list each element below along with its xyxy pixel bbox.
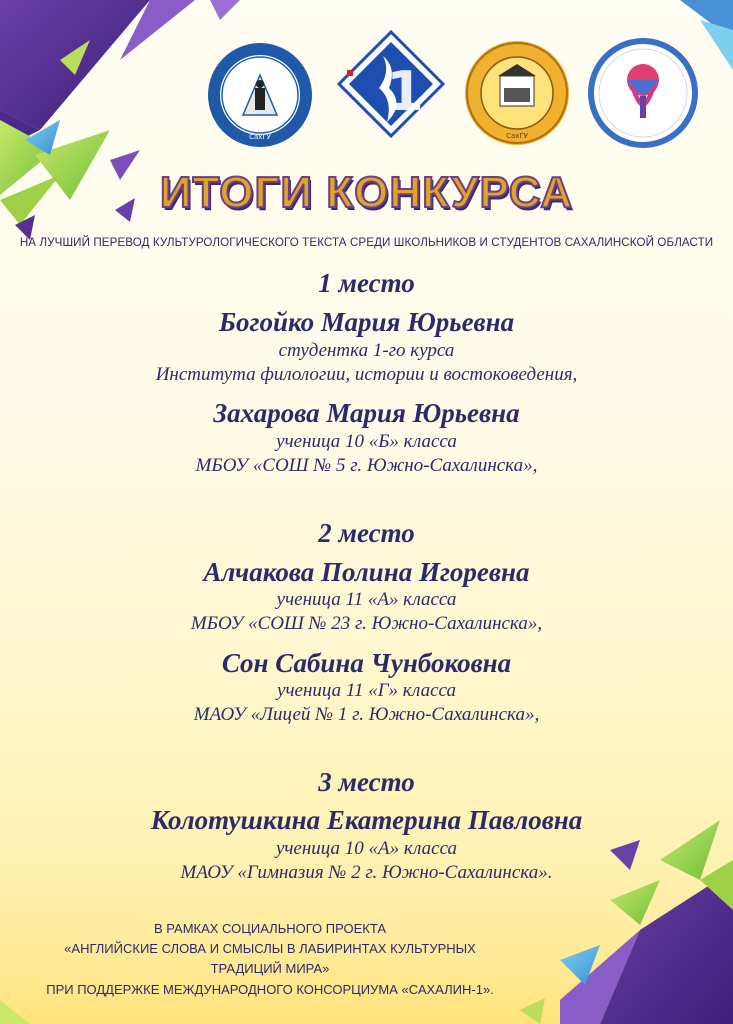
winner-status: ученица 11 «А» класса bbox=[276, 589, 457, 610]
winner-status: ученица 10 «А» класса bbox=[275, 838, 458, 859]
winner-name: Захарова Мария Юрьевна bbox=[213, 398, 520, 428]
winner-organization: МАОУ «Гимназия № 2 г. Южно-Сахалинска». bbox=[180, 862, 553, 883]
footer-line-3: ТРАДИЦИЙ МИРА» bbox=[210, 961, 330, 976]
page-title: ИТОГИ КОНКУРСА bbox=[159, 168, 574, 217]
winner-organization: Института филологии, истории и востоковедения, bbox=[155, 364, 578, 385]
winner-organization: МБОУ «СОШ № 23 г. Южно-Сахалинска», bbox=[190, 613, 543, 634]
winner-organization: МАОУ «Лицей № 1 г. Южно-Сахалинска», bbox=[193, 704, 540, 725]
svg-text:СахГУ: СахГУ bbox=[506, 132, 528, 140]
winner-name: Колотушкина Екатерина Павловна bbox=[150, 805, 583, 835]
footer-line-2: «АНГЛИЙСКИЕ СЛОВА И СМЫСЛЫ В ЛАБИРИНТАХ КУЛЬТУРНЫХ bbox=[64, 941, 476, 956]
university-seal-logo bbox=[205, 40, 315, 150]
korean-organization-logo bbox=[588, 38, 698, 148]
place-3-heading: 3 место bbox=[318, 767, 415, 797]
subtitle: НА ЛУЧШИЙ ПЕРЕВОД КУЛЬТУРОЛОГИЧЕСКОГО ТЕКСТА СРЕДИ ШКОЛЬНИКОВ И СТУДЕНТОВ САХАЛИНСКОЙ ОБЛАСТИ bbox=[19, 236, 714, 249]
winner-status: студентка 1-го курса bbox=[278, 340, 455, 361]
place-2-heading: 2 место bbox=[318, 518, 415, 548]
winner-organization: МБОУ «СОШ № 5 г. Южно-Сахалинска», bbox=[195, 455, 538, 476]
winner-name: Сон Сабина Чунбоковна bbox=[221, 648, 512, 678]
sakhalin-1-logo bbox=[335, 28, 447, 140]
footer-line-4: ПРИ ПОДДЕРЖКЕ МЕЖДУНАРОДНОГО КОНСОРЦИУМА «САХАЛИН-1». bbox=[46, 982, 494, 997]
footer-line-1: В РАМКАХ СОЦИАЛЬНОГО ПРОЕКТА bbox=[153, 921, 387, 936]
institute-seal-logo bbox=[462, 38, 572, 148]
winner-status: ученица 11 «Г» класса bbox=[277, 680, 456, 701]
svg-text:1: 1 bbox=[386, 60, 424, 123]
place-1-heading: 1 место bbox=[318, 268, 415, 298]
svg-text:СахГУ: СахГУ bbox=[249, 133, 271, 141]
winner-status: ученица 10 «Б» класса bbox=[276, 431, 457, 452]
winner-name: Алчакова Полина Игоревна bbox=[203, 557, 530, 587]
winner-name: Богойко Мария Юрьевна bbox=[218, 307, 515, 337]
